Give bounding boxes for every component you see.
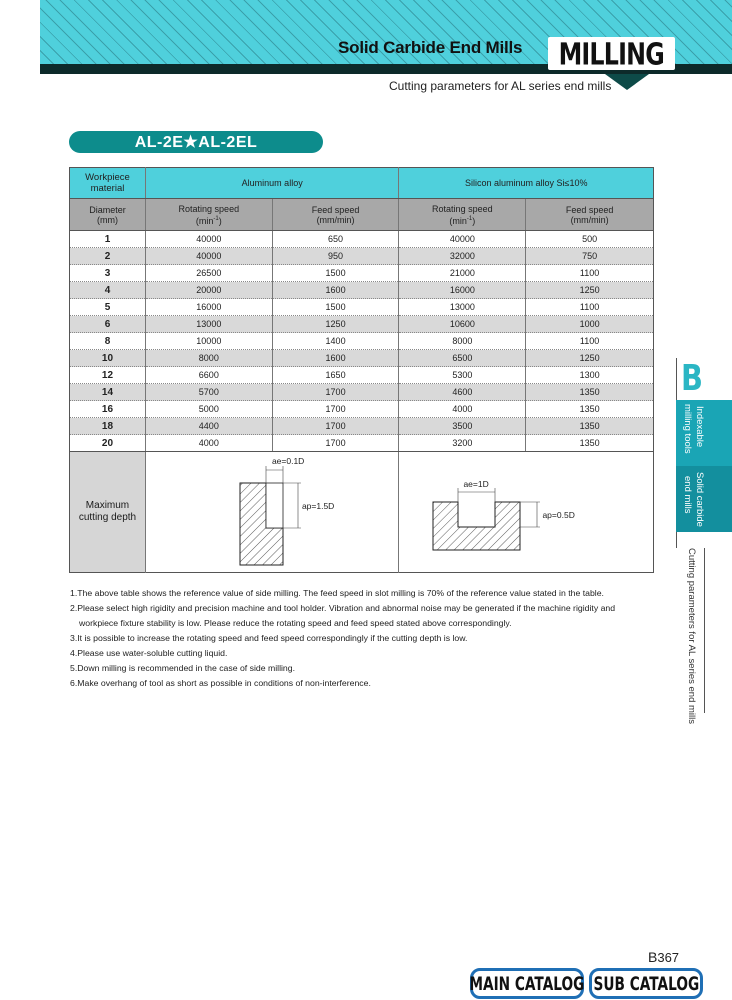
note-item: 2.Please select high rigidity and precision machine and tool holder. Vibration and abnormal noise may be generated if the machine rigidity and [70,603,616,613]
sub-catalog-button[interactable]: SUB CATALOG [589,968,703,999]
note-item: 5.Down milling is recommended in the case of side milling. [70,663,296,673]
section-title: Solid Carbide End Mills [338,38,523,57]
note-item: 6.Make overhang of tool as short as possible in conditions of non-interference. [70,678,371,688]
product-label: AL-2E★AL-2EL [69,131,323,153]
slot-ap-label: ap=0.5D [542,510,575,520]
table-row: 16 5000 1700 4000 1350 [70,401,654,418]
si-feed-speed-header: Feed speed (mm/min) [526,199,654,231]
cutting-parameters-table [69,167,654,573]
milling-badge [548,37,675,70]
side-current-page-label: Cutting parameters for AL series end mills [686,548,697,725]
table-row: 18 4400 1700 3500 1350 [70,418,654,435]
side-tab-label: end mills [682,476,693,514]
side-tab-label: Solid carbide [694,472,705,527]
workpiece-label: Workpiece material [85,172,130,194]
table-row: 4 20000 1600 16000 1250 [70,282,654,299]
table-row: 1 40000 650 40000 500 [70,231,654,248]
table-row: 20 4000 1700 3200 1350 [70,435,654,452]
column-header-row [70,199,654,231]
table-row: 2 40000 950 32000 750 [70,248,654,265]
si-rotating-speed-header: Rotating speed $(\min^{-1})$ [399,199,526,231]
side-milling-diagram-cell [145,452,399,573]
note-item-continuation: workpiece fixture stability is low. Please reduce the rotating speed and feed speed stated above correspondingly. [79,618,512,628]
table-row: 8 10000 1400 8000 1100 [70,333,654,350]
note-item: 3.It is possible to increase the rotating speed and feed speed correspondingly if the cutting depth is low. [70,633,468,643]
material-aluminum-alloy: Aluminum alloy [145,168,399,199]
al-feed-speed-header: Feed speed (mm/min) [272,199,399,231]
slot-milling-diagram-cell [399,452,654,573]
section-letter: B [681,358,703,399]
slot-milling-diagram-icon [399,452,654,572]
side-tab-label: Indexable [694,406,705,448]
page-number: B367 [648,949,680,965]
slot-ae-label: ae=1D [463,479,489,489]
table-row: 5 16000 1500 13000 1100 [70,299,654,316]
material-header-row [70,168,654,199]
side-milling-diagram-icon [146,452,400,572]
table-row: 12 6600 1650 5300 1300 [70,367,654,384]
side-ap-label: ap=1.5D [301,501,335,511]
side-ae-label: ae=0.1D [271,456,305,466]
max-cutting-depth-row [70,452,654,573]
main-catalog-button[interactable]: MAIN CATALOG [470,968,584,999]
al-rotating-speed-header: Rotating speed $(\min^{-1})$ [145,199,272,231]
milling-badge-text: MILLING [558,35,665,72]
note-item: 1.The above table shows the reference value of side milling. The feed speed in slot milling is 70% of the reference value stated in the table. [70,588,604,598]
table-row: 14 5700 1700 4600 1350 [70,384,654,401]
table-row: 10 8000 1600 6500 1250 [70,350,654,367]
side-tab-solid-carbide-end-mills[interactable] [676,466,732,532]
side-tab-label: milling tools [682,404,693,454]
table-row: 6 13000 1250 10600 1000 [70,316,654,333]
max-cutting-depth-label: Maximum cutting depth [70,452,146,573]
notes-list [70,586,660,691]
side-tab-indexable-milling-tools[interactable] [676,400,732,466]
header-arrow-icon [605,74,649,90]
side-current-divider [704,548,705,713]
diameter-header: Diameter (mm) [70,199,146,231]
workpiece-material-header [70,168,146,199]
page-subtitle: Cutting parameters for AL series end mills [389,79,612,93]
material-silicon-aluminum-alloy: Silicon aluminum alloy Si≤10% [399,168,654,199]
table-row: 3 26500 1500 21000 1100 [70,265,654,282]
note-item: 4.Please use water-soluble cutting liquid. [70,648,228,658]
